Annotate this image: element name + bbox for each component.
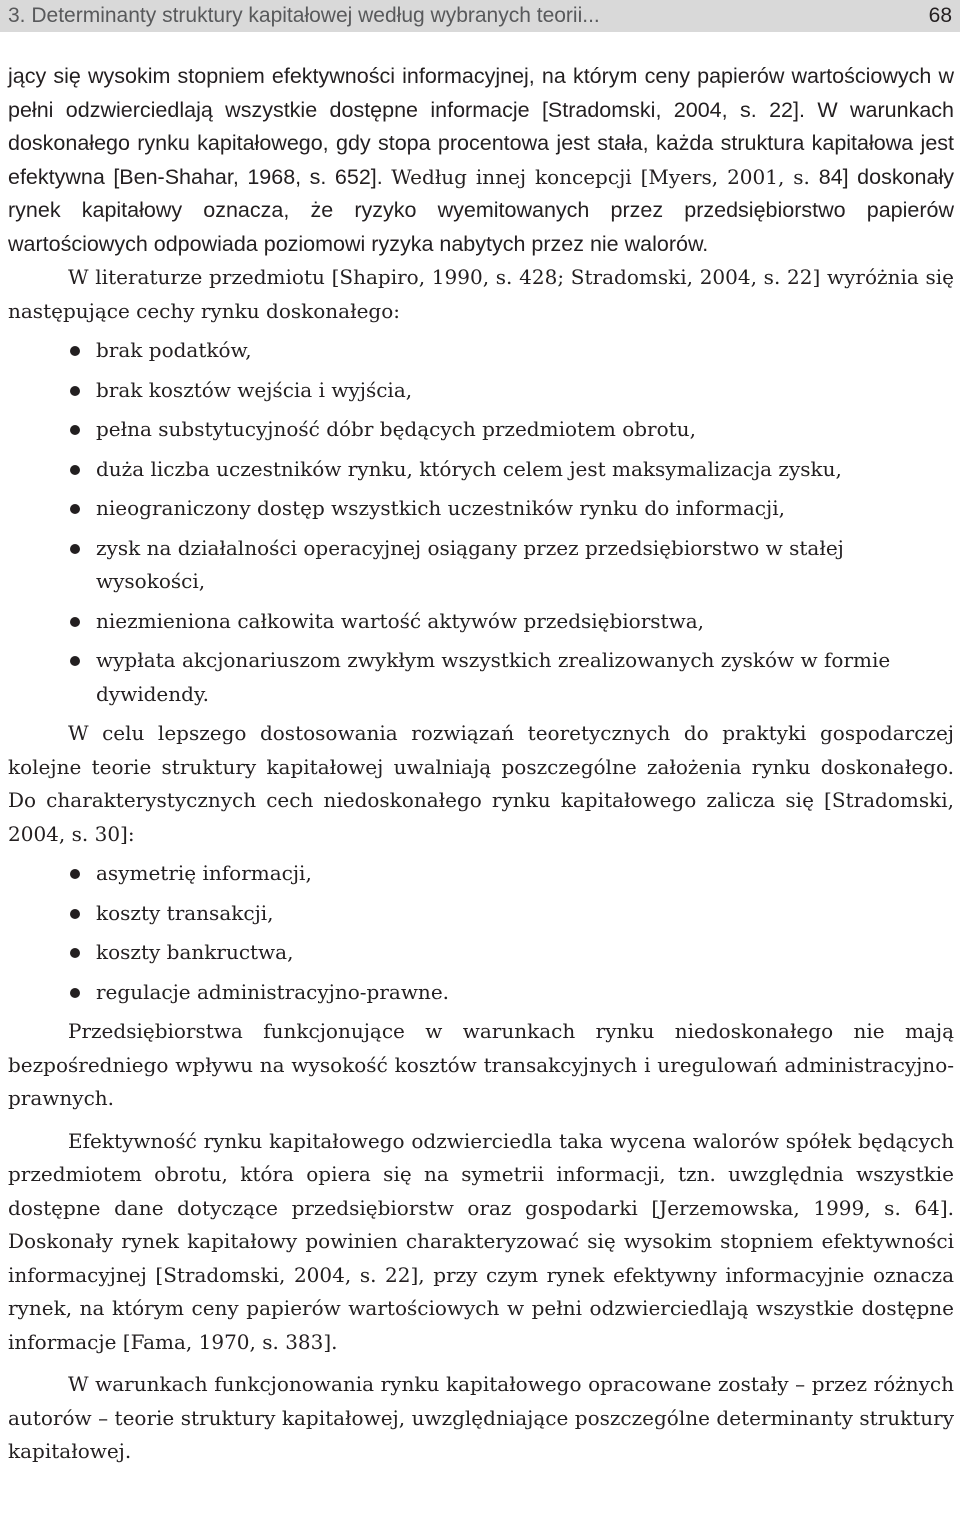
list-item xyxy=(8,644,954,711)
list-item xyxy=(8,413,954,447)
bullet-icon xyxy=(70,346,80,356)
page-number: 68 xyxy=(928,4,952,27)
list-item xyxy=(8,532,954,599)
paragraph-imperfect-market-intro: W celu lepszego dostosowania rozwiązań teoretycznych do praktyki gospodarczej kolejne teorie struktury kapitałowej uwalniają poszczególne założenia rynku doskonałego. Do charakterystycznych cech niedoskonałego rynku kapitałowego zalicza się [Stradomski, 2004, s. 30]: xyxy=(8,721,954,846)
list-item xyxy=(8,936,954,970)
paragraph-continuation xyxy=(8,60,954,261)
list-item-text: zysk na działalności operacyjnej osiągany przez przedsiębiorstwo w stałej wysokości, xyxy=(96,535,844,593)
body-text xyxy=(8,60,954,1469)
bullet-icon xyxy=(70,869,80,879)
running-header xyxy=(0,0,960,32)
list-item xyxy=(8,492,954,526)
imperfect-market-features-list xyxy=(8,857,954,1009)
bullet-icon xyxy=(70,656,80,666)
paragraph-theories: W warunkach funkcjonowania rynku kapitałowego opracowane zostały – przez różnych autorów – teorie struktury kapitałowej, uwzględniające poszczególne determinanty struktury kapitałowej. xyxy=(8,1372,954,1463)
list-item-text: brak kosztów wejścia i wyjścia, xyxy=(96,377,413,402)
list-item-text: nieograniczony dostęp wszystkich uczestników rynku do informacji, xyxy=(96,496,785,520)
bullet-icon xyxy=(70,617,80,627)
paragraph-perfect-market-intro: W literaturze przedmiotu [Shapiro, 1990, s. 428; Stradomski, 2004, s. 22] wyróżnia się następujące cechy rynku doskonałego: xyxy=(8,265,954,323)
paragraph-enterprises: Przedsiębiorstwa funkcjonujące w warunkach rynku niedoskonałego nie mają bezpośredniego wpływu na wysokość kosztów transakcyjnych i uregulowań administracyjno-prawnych. xyxy=(8,1019,954,1110)
list-item-text: asymetrię informacji, xyxy=(96,861,312,885)
list-item-text: pełna substytucyjność dóbr będących przedmiotem obrotu, xyxy=(96,417,696,441)
list-item-text: niezmieniona całkowita wartość aktywów przedsiębiorstwa, xyxy=(96,608,704,633)
bullet-icon xyxy=(70,386,80,396)
bullet-icon xyxy=(70,465,80,475)
bullet-icon xyxy=(70,425,80,435)
perfect-market-features-list xyxy=(8,334,954,711)
bullet-icon xyxy=(70,504,80,514)
list-item xyxy=(8,897,954,931)
bullet-icon xyxy=(70,988,80,998)
list-item xyxy=(8,374,954,408)
paragraph-market-efficiency: Efektywność rynku kapitałowego odzwierciedla taka wycena walorów spółek będących przedmiotem obrotu, która opiera się na symetrii informacji, tzn. uwzględnia wszystkie dostępne dane dotyczące przedsiębiorstw oraz gospodarki [Jerzemowska, 1999, s. 64]. Doskonały rynek kapitałowy powinien charakteryzować się wysokim stopniem efektywności informacyjnej [Stradomski, 2004, s. 22], przy czym rynek efektywny informacyjnie oznacza rynek, na którym ceny papierów wartościowych w pełni odzwierciedlają wszystkie dostępne informacje [Fama, 1970, s. 383]. xyxy=(8,1128,954,1354)
list-item-text: duża liczba uczestników rynku, których celem jest maksymalizacja zysku, xyxy=(96,456,842,481)
bullet-icon xyxy=(70,544,80,554)
list-item xyxy=(8,334,954,368)
list-item-text: regulacje administracyjno-prawne. xyxy=(96,979,450,1004)
bullet-icon xyxy=(70,948,80,958)
list-item xyxy=(8,605,954,639)
list-item xyxy=(8,976,954,1010)
list-item-text: wypłata akcjonariuszom zwykłym wszystkich zrealizowanych zysków w formie dywidendy. xyxy=(96,648,891,706)
paragraph-continuation-sans: jący się wysokim stopniem efektywności informacyjnej, na którym ceny papierów wartościowych w pełni odzwierciedlają wszystkie dostępne informacje [Stradomski, 2004, s. 22]. W warunkach doskonałego rynku kapitałowego, gdy stopa procentowa jest stała, każda struktura kapitałowa jest efektywna [Ben-Shahar, 1968, s. 652]. xyxy=(8,64,954,189)
list-item-text: brak podatków, xyxy=(96,338,252,362)
list-item xyxy=(8,453,954,487)
list-item-text: koszty bankructwa, xyxy=(96,940,294,964)
paragraph-continuation-sans-end: 84] doskonały rynek kapitałowy oznacza, że ryzyko wyemitowanych przez przedsiębiorstwo papierów wartościowych odpowiada poziomowi ryzyka nabytych przez nie walorów. xyxy=(8,164,954,256)
bullet-icon xyxy=(70,909,80,919)
paragraph-continuation-serif: Według innej koncepcji [Myers, 2001, s. xyxy=(391,164,819,189)
list-item xyxy=(8,857,954,891)
running-title: 3. Determinanty struktury kapitałowej według wybranych teorii... xyxy=(8,4,600,27)
list-item-text: koszty transakcji, xyxy=(96,900,274,925)
